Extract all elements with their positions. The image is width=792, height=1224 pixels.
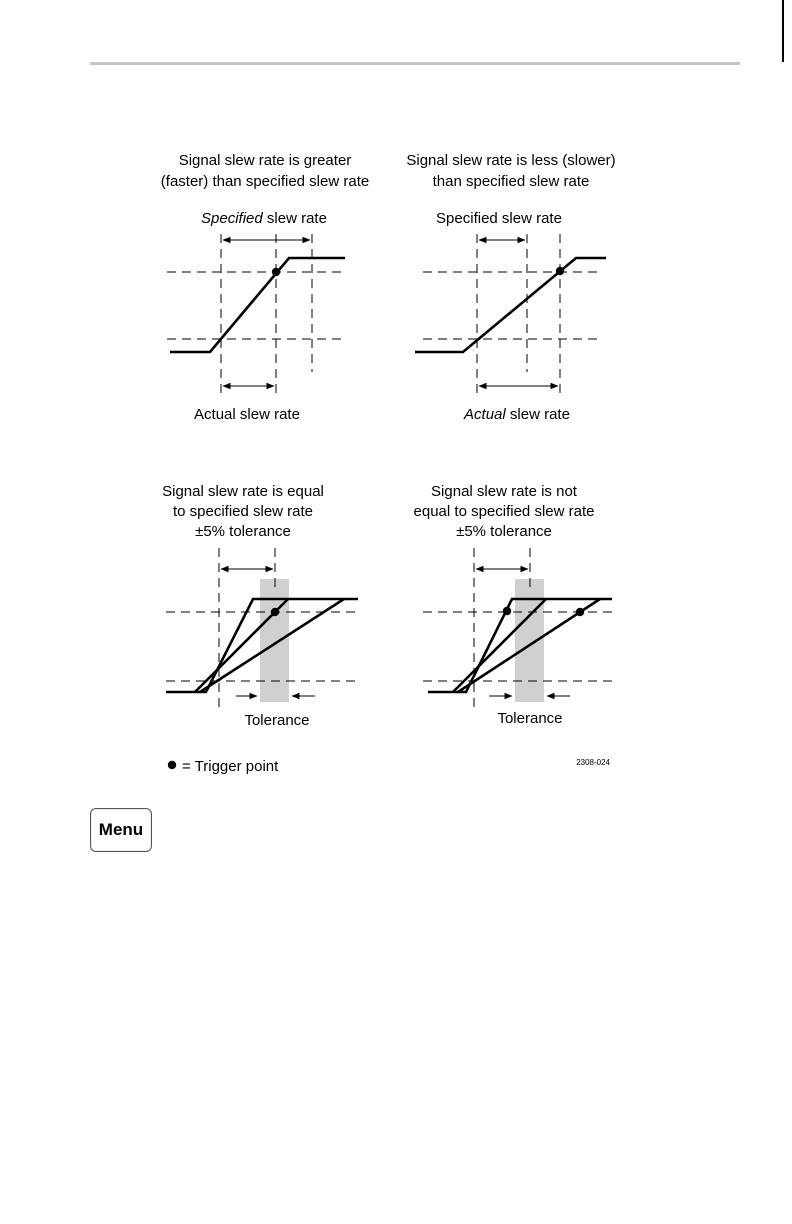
top-left-title-line2: (faster) than specified slew rate (160, 173, 370, 190)
figure-id: 2308-024 (576, 758, 610, 767)
bottom-left-title-line3: ±5% tolerance (195, 523, 291, 540)
bottom-left-title-line2: to specified slew rate (172, 503, 314, 520)
legend (168, 758, 279, 775)
bottom-right-tolerance-band (515, 579, 544, 702)
bottom-right-title-line2: equal to specified slew rate (413, 503, 595, 520)
panel-bottom-right (414, 483, 612, 727)
menu-button-label: Menu (98, 820, 144, 839)
top-right-actual-label: Actual slew rate (464, 406, 570, 423)
legend-trigger-label: = Trigger point (182, 758, 279, 775)
bottom-right-title-line3: ±5% tolerance (456, 523, 552, 540)
bottom-left-tolerance-band (260, 579, 289, 702)
bottom-left-tolerance-label: Tolerance (244, 712, 310, 729)
top-left-specified-label: Specified slew rate (201, 210, 327, 227)
menu-button[interactable] (90, 808, 152, 852)
top-right-trigger-point (556, 267, 564, 275)
top-right-specified-label: Specified slew rate (436, 210, 562, 227)
top-left-trigger-point (272, 268, 280, 276)
top-right-title-line1: Signal slew rate is less (slower) (406, 152, 616, 169)
top-left-title-line1: Signal slew rate is greater (178, 152, 352, 169)
panel-top-right (406, 152, 615, 423)
bottom-right-trigger-point-1 (503, 607, 511, 615)
panel-bottom-left (162, 483, 358, 729)
legend-trigger-dot (168, 761, 176, 769)
bottom-left-title-line1: Signal slew rate is equal (162, 483, 324, 500)
bottom-right-tolerance-label: Tolerance (497, 710, 563, 727)
top-right-title-line2: than specified slew rate (432, 173, 590, 190)
bottom-right-title-line1: Signal slew rate is not (431, 483, 577, 500)
bottom-left-trigger-point (271, 608, 279, 616)
top-left-actual-label: Actual slew rate (194, 406, 300, 423)
bottom-right-trigger-point-2 (576, 608, 584, 616)
panel-top-left (161, 152, 369, 423)
